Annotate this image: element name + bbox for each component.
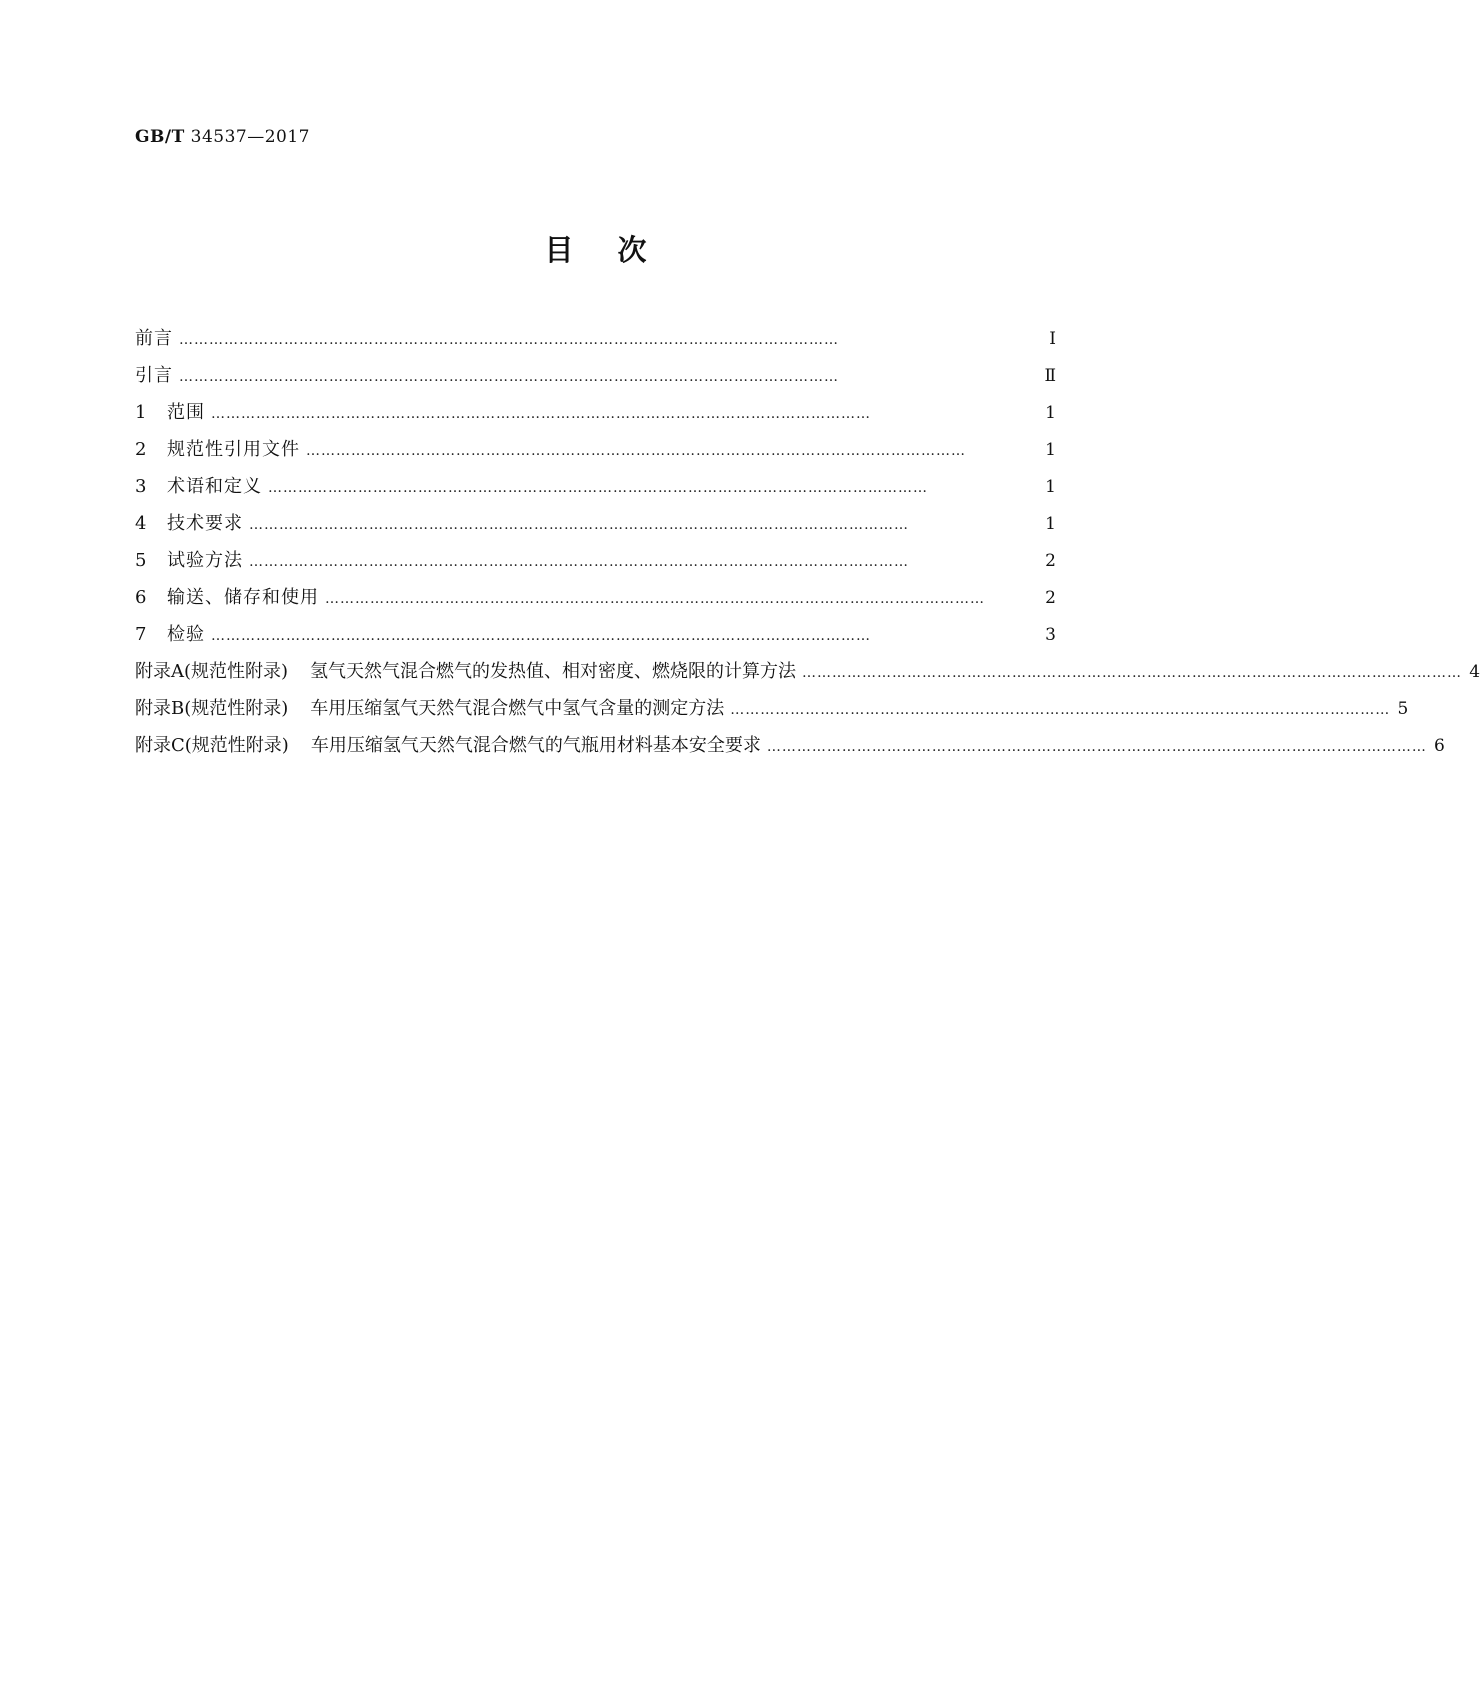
toc-entry-title: 范围 [167,402,205,423]
toc-entry[interactable] [135,546,1056,583]
page-title: 目次 [544,233,691,267]
toc-page-number: 1 [1045,514,1056,534]
toc-entry-title: 术语和定义 [167,476,262,497]
toc-leader-dots: …………………………………………………………………………………………………………………… [179,369,839,385]
toc-annex-label: 附录C(规范性附录) [135,735,289,756]
toc-page-number: Ⅰ [1049,329,1056,349]
toc-entry-title: 技术要求 [167,513,243,534]
toc-entry-number: 1 [135,402,147,423]
toc-page-number: 1 [1045,403,1056,423]
toc-leader-dots: …………………………………………………………………………………………………………………… [249,517,909,533]
toc-leader-dots: …………………………………………………………………………………………………………………… [211,406,871,422]
toc-leader-dots: …………………………………………………………………………………………………………………… [268,480,928,496]
toc-page-number: 2 [1045,588,1056,608]
table-of-contents [135,324,1480,768]
toc-entry[interactable] [135,694,1409,731]
toc-entry-title: 输送、储存和使用 [167,587,319,608]
toc-entry[interactable] [135,620,1056,657]
toc-entry-title: 车用压缩氢气天然气混合燃气中氢气含量的测定方法 [310,698,725,719]
toc-entry[interactable] [135,731,1445,768]
standard-year-number: 34537—2017 [190,127,310,147]
toc-entry[interactable] [135,398,1056,435]
toc-entry[interactable] [135,583,1056,620]
toc-leader-dots: …………………………………………………………………………………………………………………… [766,739,1427,755]
toc-entry-number: 2 [135,439,147,460]
toc-entry-number: 3 [135,476,147,497]
toc-page-number: 1 [1045,440,1056,460]
toc-entry-title: 试验方法 [167,550,243,571]
toc-entry[interactable] [135,361,1056,398]
toc-page-number: 4 [1469,662,1480,682]
toc-page-number: 3 [1045,625,1056,645]
toc-entry-title: 规范性引用文件 [167,439,300,460]
toc-entry-number: 4 [135,513,147,534]
toc-leader-dots: …………………………………………………………………………………………………………………… [179,332,839,348]
toc-leader-dots: …………………………………………………………………………………………………………………… [211,628,871,644]
toc-entry-title: 车用压缩氢气天然气混合燃气的气瓶用材料基本安全要求 [310,735,761,756]
toc-entry[interactable] [135,435,1056,472]
toc-page-number: 2 [1045,551,1056,571]
toc-entry[interactable] [135,324,1056,361]
toc-leader-dots: …………………………………………………………………………………………………………………… [249,554,909,570]
toc-annex-label: 附录B(规范性附录) [135,698,289,719]
toc-entry[interactable] [135,472,1056,509]
toc-entry-number: 5 [135,550,147,571]
standard-number [135,127,310,147]
toc-entry[interactable] [135,509,1056,546]
toc-leader-dots: …………………………………………………………………………………………………………………… [325,591,985,607]
toc-page-number: 1 [1045,477,1056,497]
toc-entry-title: 引言 [135,365,173,386]
toc-entry-title: 前言 [135,328,173,349]
toc-entry-number: 6 [135,587,147,608]
toc-leader-dots: …………………………………………………………………………………………………………………… [730,702,1391,718]
toc-entry-number: 7 [135,624,147,645]
toc-page-number: Ⅱ [1044,366,1056,386]
toc-entry-title: 氢气天然气混合燃气的发热值、相对密度、燃烧限的计算方法 [310,661,797,682]
toc-entry[interactable] [135,657,1480,694]
toc-entry-title: 检验 [167,624,205,645]
toc-annex-label: 附录A(规范性附录) [135,661,289,682]
toc-page-number: 6 [1434,736,1445,756]
toc-leader-dots: …………………………………………………………………………………………………………………… [802,665,1463,681]
standard-code: GB/T [135,127,185,147]
toc-page-number: 5 [1397,699,1409,719]
toc-leader-dots: …………………………………………………………………………………………………………………… [306,443,966,459]
